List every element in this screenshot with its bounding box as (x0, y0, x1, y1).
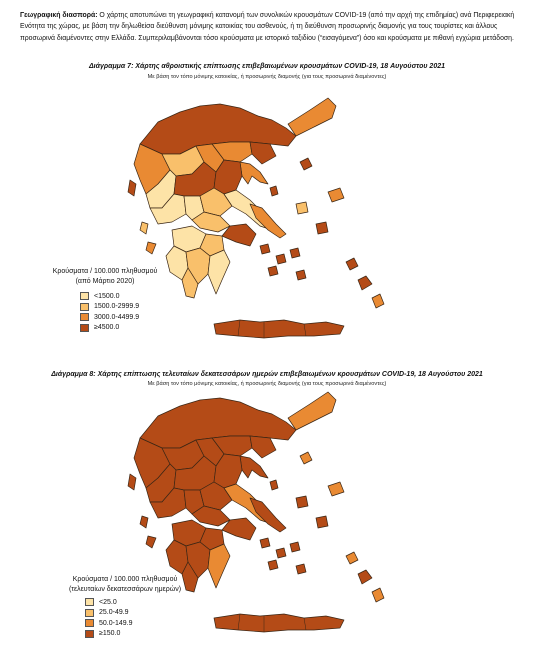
figure8-legend-subtitle: (τελευταίων δεκατεσσάρων ημερών) (68, 586, 182, 593)
figure8-legend-item: ≥150.0 (85, 629, 132, 640)
figure7-subtitle: Με βάση τον τόπο μόνιμης κατοικίας, ή προσωρινής διαμονής (για τους προσωρινά διαμένοντες) (147, 74, 387, 80)
figure7-legend-subtitle: (από Μάρτιο 2020) (75, 278, 135, 285)
figure7-legend (35, 267, 175, 333)
figure8-legend-items (85, 597, 132, 639)
figure7-legend-title: Κρούσματα / 100.000 πληθυσμού (52, 268, 158, 275)
figure8-legend-title: Κρούσματα / 100.000 πληθυσμού (72, 576, 178, 583)
intro-lead: Γεωγραφική διασπορά: (20, 12, 98, 19)
figure8-title: Διάγραμμα 8: Χάρτης επίπτωσης τελευταίων δεκατεσσάρων ημερών επιβεβαιωμένων κρουσμάτων COVID-19, 18 Αυγούστου 2021 (51, 371, 483, 378)
figure7-legend-item: 1500.0-2999.9 (80, 302, 175, 313)
intro-paragraph (20, 10, 520, 44)
intro-text: Ο χάρτης αποτυπώνει τη γεωγραφική κατανομή των συνολικών κρουσμάτων COVID-19 (από την αρχή της επιδημίας) ανά Περιφερειακή Ενότητα της χώρας, με βάση την δηλωθείσα διεύθυνση μόνιμης κατοικίας του ασθενούς, ή τη διεύθυνση προσωρινής διαμονής για τους τουρίστες και άλλους προσωρινά διαμένοντες στην Ελλάδα. Συμπεριλαμβάνονται τόσο κρούσματα με ιστορικό ταξιδίου (“εισαγόμενα”) όσο και κρούσματα με πιθανή εγχώρια μετάδοση. (20, 12, 515, 42)
figure8-map (100, 378, 440, 645)
figure7-legend-item: <1500.0 (80, 291, 175, 302)
figure7-legend-item: 3000.0-4499.9 (80, 312, 175, 323)
figure8-legend-item: <25.0 (85, 597, 132, 608)
figure7-legend-item: ≥4500.0 (80, 323, 175, 334)
figure8-legend-item: 50.0-149.9 (85, 618, 132, 629)
figure7-title: Διάγραμμα 7: Χάρτης αθροιστικής επίπτωσης επιβεβαιωμένων κρουσμάτων COVID-19, 18 Αυγούστου 2021 (88, 63, 446, 70)
figure8-subtitle: Με βάση τον τόπο μόνιμης κατοικίας, ή προσωρινής διαμονής (για τους προσωρινά διαμένοντες) (147, 381, 387, 387)
figure8-legend (55, 575, 195, 595)
figure8-legend-item: 25.0-49.9 (85, 608, 132, 619)
